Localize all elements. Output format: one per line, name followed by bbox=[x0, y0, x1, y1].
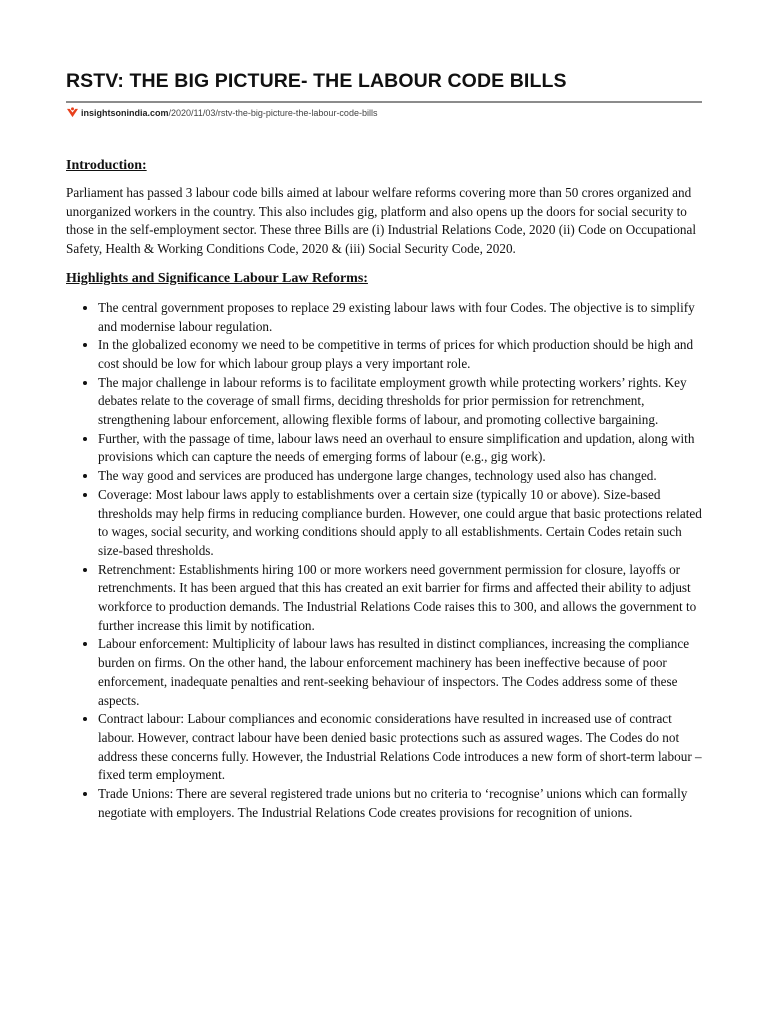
list-item: • Further, with the passage of time, labour laws need an overhaul to ensure simplification and updation, along with provisions which can capture the needs of emerging forms of labour (e.g., gig work). bbox=[98, 430, 702, 467]
list-item: • Coverage: Most labour laws apply to establishments over a certain size (typically 10 or above). Size-based thresholds may help firms in reducing compliance burden. However, one could argue that basic protections related to wages, social security, and working conditions should apply to all establishments. Certain Codes retain such size-based thresholds. bbox=[98, 486, 702, 561]
list-item: • Trade Unions: There are several registered trade unions but no criteria to ‘recognise’ unions which can formally negotiate with employers. The Industrial Relations Code creates provisions for recognition of unions. bbox=[98, 785, 702, 822]
intro-paragraph: Parliament has passed 3 labour code bills aimed at labour welfare reforms covering more than 50 crores organized and unorganized workers in the country. This also includes gig, platform and also opens up the doors for social security to those in the self-employment sector. These three Bills are (i) Industrial Relations Code, 2020 (ii) Code on Occupational Safety, Health & Working Conditions Code, 2020 & (iii) Social Security Code, 2020. bbox=[66, 185, 697, 257]
source-domain[interactable]: insightsonindia.com bbox=[81, 107, 169, 118]
insights-logo-icon bbox=[66, 107, 79, 118]
source-path[interactable]: /2020/11/03/rstv-the-big-picture-the-labour-code-bills bbox=[168, 107, 378, 118]
list-item: • Contract labour: Labour compliances and economic considerations have resulted in increased use of contract labour. However, contract labour have been denied basic protections such as assured wages. The Codes do not address these concerns fully. However, the Industrial Relations Code introduces a new form of short-term labour – fixed term employment. bbox=[98, 710, 702, 785]
intro-heading: Introduction: bbox=[66, 158, 147, 173]
list-item: • Labour enforcement: Multiplicity of labour laws has resulted in distinct compliances, increasing the compliance burden on firms. On the other hand, the labour enforcement machinery has been ineffective because of poor enforcement, inadequate penalties and rent-seeking behaviour of inspectors. The Codes address some of these aspects. bbox=[98, 635, 702, 710]
list-item: • The central government proposes to replace 29 existing labour laws with four Codes. The objective is to simplify and modernise labour regulation. bbox=[98, 299, 702, 336]
page-title: RSTV: THE BIG PICTURE- THE LABOUR CODE BILLS bbox=[66, 70, 567, 92]
list-item: • In the globalized economy we need to be competitive in terms of prices for which production should be high and cost should be low for which labour group plays a very important role. bbox=[98, 336, 702, 373]
list-item: • The way good and services are produced has undergone large changes, technology used also has changed. bbox=[98, 467, 702, 486]
article-body bbox=[66, 156, 702, 823]
highlights-heading: Highlights and Significance Labour Law Reforms: bbox=[66, 270, 368, 286]
list-item: • The major challenge in labour reforms is to facilitate employment growth while protecting workers’ rights. Key debates relate to the coverage of small firms, deciding thresholds for prior permission for retrenchment, strengthening labour enforcement, allowing flexible forms of labour, and promoting collective bargaining. bbox=[98, 374, 702, 430]
list-item: • Retrenchment: Establishments hiring 100 or more workers need government permission for closure, layoffs or retrenchments. It has been argued that this has created an exit barrier for firms and affected their ability to adjust workforce to production demands. The Industrial Relations Code raises this to 300, and allows the government to further increase this limit by notification. bbox=[98, 561, 702, 636]
source-link[interactable] bbox=[66, 107, 377, 118]
title-divider bbox=[66, 101, 702, 103]
highlights-list bbox=[66, 299, 702, 823]
